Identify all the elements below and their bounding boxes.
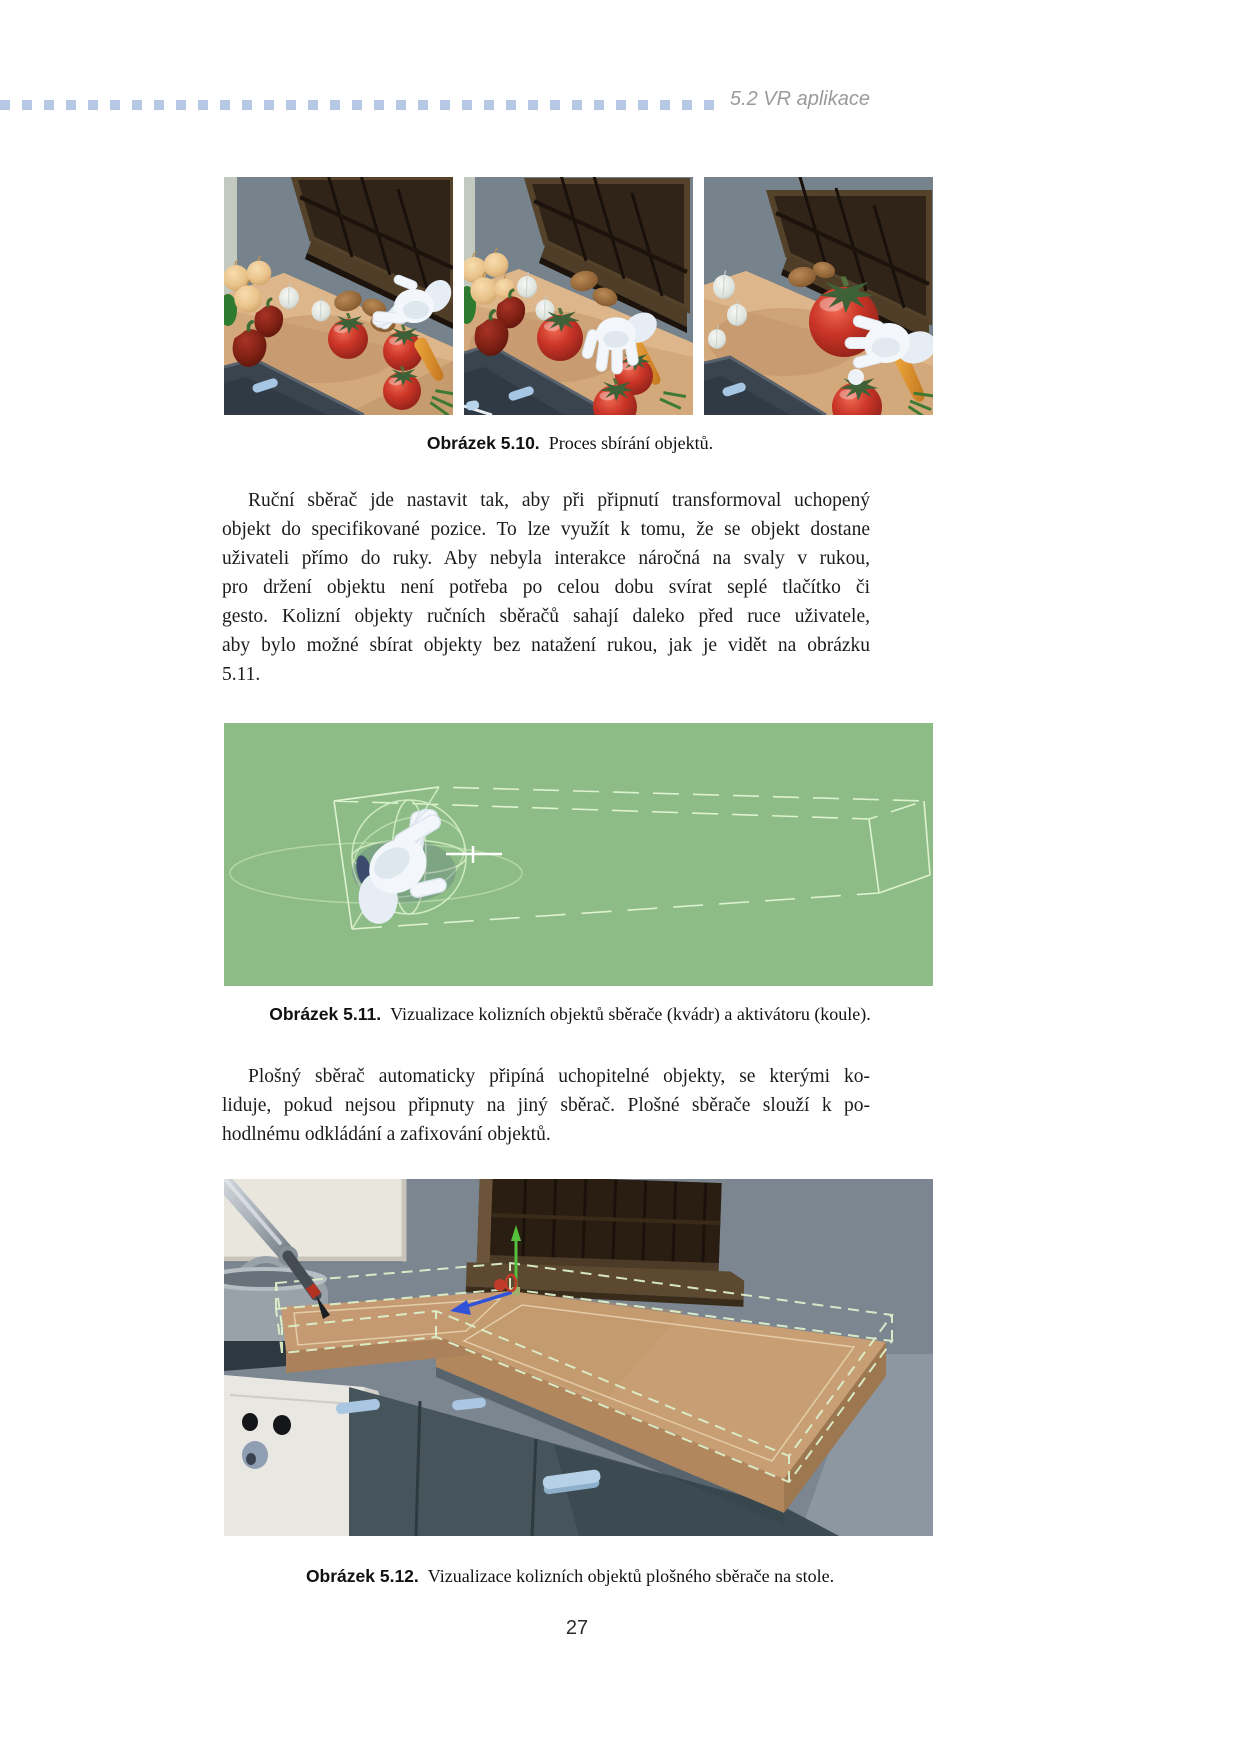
page-number: 27 (565, 1617, 589, 1639)
paragraph-2-line: liduje, pokud nejsou připnuty na jiný sběrač. Plošné sběrače slouží k po- (222, 1095, 870, 1116)
appliance-dial (242, 1441, 268, 1469)
paragraph-1 (222, 486, 870, 689)
paragraph-1-line: aby bylo možné sbírat objekty bez natažení rukou, jak je vidět na obrázku (222, 635, 870, 656)
paragraph-1-line: gesto. Kolizní objekty ručních sběračů sahají daleko před ruce uživatele, (222, 606, 870, 627)
figure-5-11-caption (150, 1004, 990, 1025)
header-section-title: 5.2 VR aplikace (729, 88, 870, 110)
paragraph-2-line: Plošný sběrač automaticky připíná uchopitelné objekty, se kterými ko- (248, 1066, 870, 1087)
appliance-knob (273, 1415, 291, 1435)
paragraph-2-line: hodlnému odkládání a zafixování objektů. (222, 1124, 551, 1145)
paragraph-1-line: uživateli přímo do ruky. Aby nebyla interakce náročná na svaly v rukou, (222, 548, 870, 569)
figure-5-12 (224, 1179, 933, 1536)
paragraph-1-line: 5.11. (222, 664, 261, 685)
paragraph-1-line: pro držení objektu není potřeba po celou dobu svírat seplé tlačítko či (222, 577, 870, 598)
figure-5-12-caption (190, 1566, 950, 1587)
appliance-knob (242, 1413, 258, 1431)
paragraph-1-line: objekt do specifikované pozice. To lze využít k tomu, že se objekt dostane (222, 519, 870, 540)
figure-5-10-caption-text: Proces sbírání objektů. (548, 433, 714, 453)
vr-screenshot-grab-step-3 (704, 177, 933, 415)
vr-screenshot-grab-step-2 (464, 177, 693, 415)
figure-5-10-caption (190, 433, 950, 454)
figure-5-11 (224, 723, 933, 986)
figure-5-11-label: Obrázek 5.11. (269, 1004, 382, 1024)
paragraph-2 (222, 1062, 870, 1149)
figure-5-12-caption-text: Vizualizace kolizních objektů plošného sběrače na stole. (427, 1566, 835, 1586)
paragraph-1-line: Ruční sběrač jde nastavit tak, aby při připnutí transformoval uchopený (248, 490, 870, 511)
figure-5-10 (224, 177, 933, 415)
collider-visualization-image (224, 723, 933, 986)
gizmo-z-axis (494, 1279, 506, 1291)
table-collider-image (224, 1179, 933, 1536)
figure-5-10-label: Obrázek 5.10. (426, 433, 540, 453)
figure-5-11-caption-text: Vizualizace kolizních objektů sběrače (kvádr) a aktivátoru (koule). (390, 1004, 871, 1024)
vr-screenshot-grab-step-1 (224, 177, 453, 415)
figure-5-12-label: Obrázek 5.12. (305, 1566, 419, 1586)
